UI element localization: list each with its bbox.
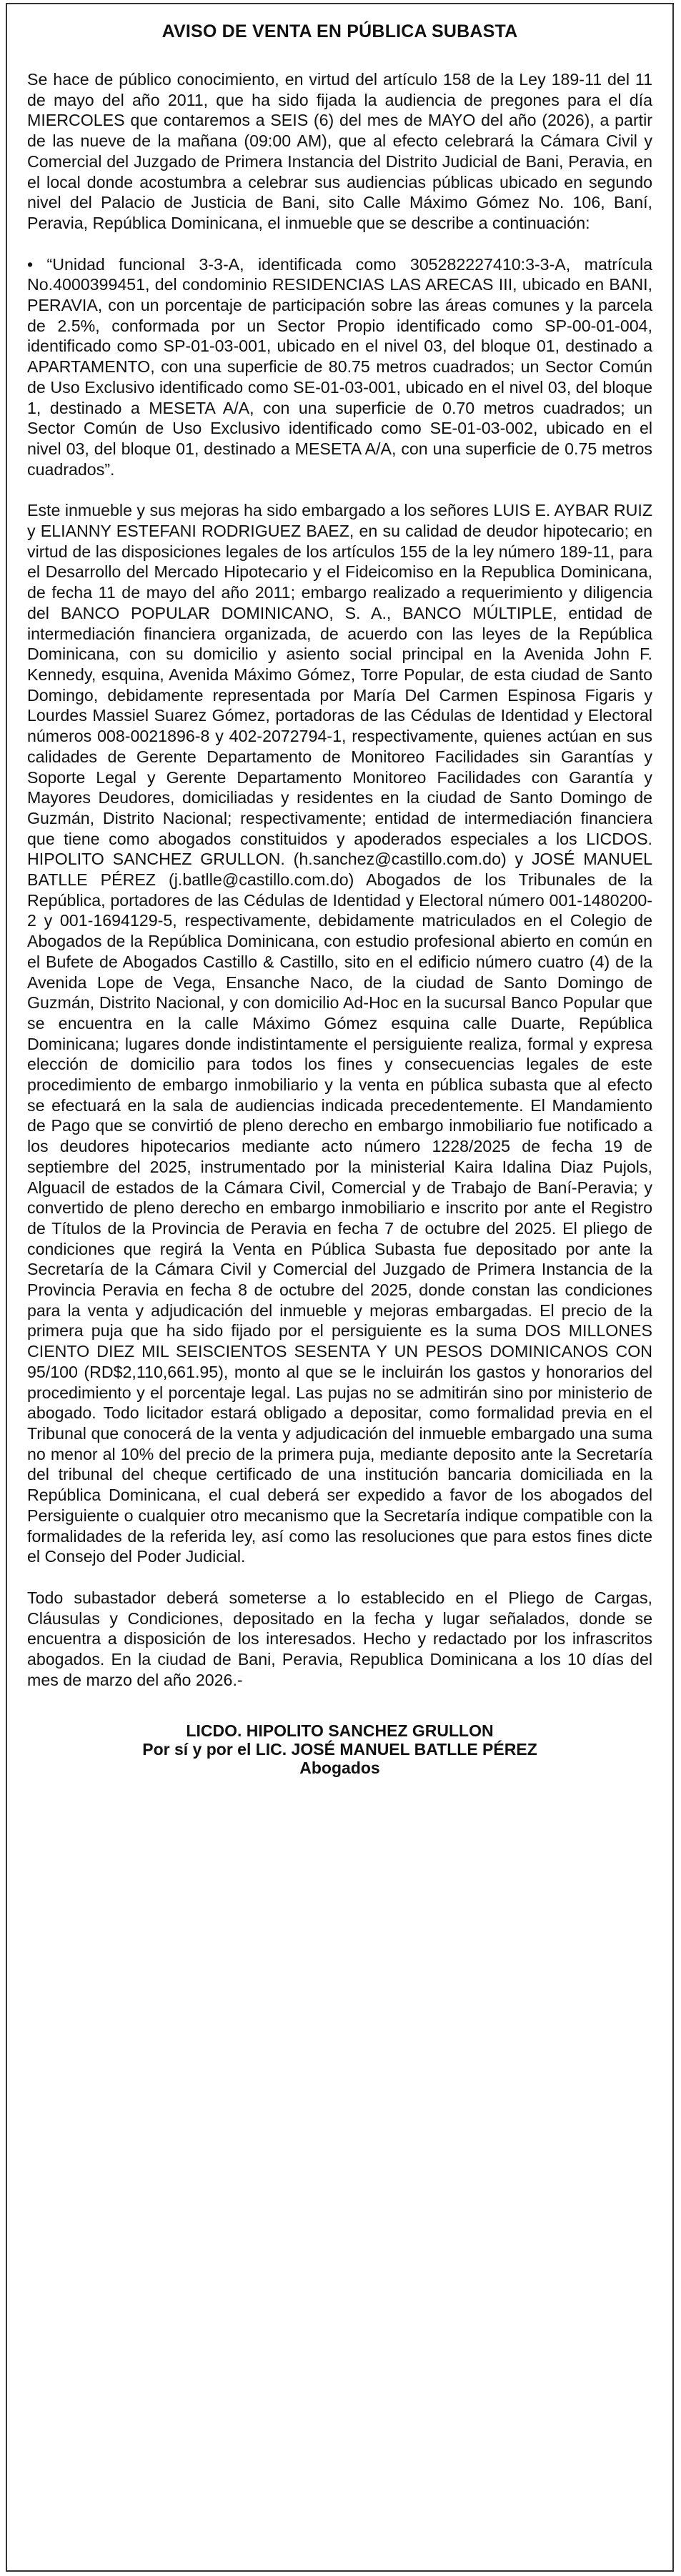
paragraph-property-description: • “Unidad funcional 3-3-A, identificada como 305282227410:3-3-A, matrícula No.4000399451, del condominio RESIDENCIAS LAS ARECAS III, ubicado en BANI, PERAVIA, con un porcentaje de participación sobre las áreas comunes y la parcela de 2.5%, conformada por un Sector Propio identificado como SP-00-01-004, identificado como SP-01-03-001, ubicado en el nivel 03, del bloque 01, destinado a APARTAMENTO, con una superficie de 80.75 metros cuadrados; un Sector Común de Uso Exclusivo identificado como SE-01-03-001, ubicado en el nivel 03, del bloque 1, destinado a MESETA A/A, con una superficie de 0.70 metros cuadrados; un Sector Común de Uso Exclusivo identificado como SE-01-03-002, ubicado en el nivel 03, del bloque 01, destinado a MESETA A/A, con una superficie de 0.75 metros cuadrados”. xyxy=(27,254,652,479)
notice-frame xyxy=(6,3,674,2572)
paragraph-hearing-announcement: Se hace de público conocimiento, en virtud del artículo 158 de la Ley 189-11 del 11 de mayo del año 2011, que ha sido fijada la audiencia de pregones para el día MIERCOLES que contaremos a SEIS (6) del mes de MAYO del año (2026), a partir de las nueve de la mañana (09:00 AM), que al efecto celebrará la Cámara Civil y Comercial del Juzgado de Primera Instancia del Distrito Judicial de Bani, Peravia, en el local donde acostumbra a celebrar sus audiencias públicas ubicado en segundo nivel del Palacio de Justicia de Bani, sito Calle Máximo Gómez No. 106, Baní, Peravia, República Dominicana, el inmueble que se describe a continuación: xyxy=(27,70,652,232)
signature-line-co-lawyer: Por sí y por el LIC. JOSÉ MANUEL BATLLE PÉREZ xyxy=(142,1740,537,1759)
notice-title: AVISO DE VENTA EN PÚBLICA SUBASTA xyxy=(161,21,518,41)
paragraph-seizure-details: Este inmueble y sus mejoras ha sido embargado a los señores LUIS E. AYBAR RUIZ y ELIANNY ESTEFANI RODRIGUEZ BAEZ, en su calidad de deudor hipotecario; en virtud de las disposiciones legales de los artículos 155 de la ley número 189-11, para el Desarrollo del Mercado Hipotecario y el Fideicomiso en la Republica Dominicana, de fecha 11 de mayo del año 2011; embargo realizado a requerimiento y diligencia del BANCO POPULAR DOMINICANO, S. A., BANCO MÚLTIPLE, entidad de intermediación financiera organizada, de acuerdo con las leyes de la República Dominicana, con su domicilio y asiento social principal en la Avenida John F. Kennedy, esquina, Avenida Máximo Gómez, Torre Popular, de esta ciudad de Santo Domingo, debidamente representada por María Del Carmen Espinosa Figaris y Lourdes Massiel Suarez Gómez, portadoras de las Cédulas de Identidad y Electoral números 008-0021896-8 y 402-2072794-1, respectivamente, quienes actúan en sus calidades de Gerente Departamento de Monitoreo Facilidades sin Garantías y Soporte Legal y Gerente Departamento Monitoreo Facilidades con Garantía y Mayores Deudores, domiciliadas y residentes en la ciudad de Santo Domingo de Guzmán, Distrito Nacional; respectivamente; entidad de intermediación financiera que tiene como abogados constituidos y apoderados especiales a los LICDOS. HIPOLITO SANCHEZ GRULLON. (h.sanchez@castillo.com.do) y JOSÉ MANUEL BATLLE PÉREZ (j.batlle@castillo.com.do) Abogados de los Tribunales de la República, portadores de las Cédulas de Identidad y Electoral número 001-1480200-2 y 001-1694129-5, respectivamente, debidamente matriculados en el Colegio de Abogados de la República Dominicana, con estudio profesional abierto en común en el Bufete de Abogados Castillo & Castillo, sito en el edificio número cuatro (4) de la Avenida Lope de Vega, Ensanche Naco, de la ciudad de Santo Domingo de Guzmán, Distrito Nacional, y con domicilio Ad-Hoc en la sucursal Banco Popular que se encuentra en la calle Máximo Gómez esquina calle Duarte, República Dominicana; lugares donde indistintamente el persiguiente realiza, formal y expresa elección de domicilio para todos los fines y consecuencias legales de este procedimiento de embargo inmobiliario y la venta en pública subasta que al efecto se efectuará en la sala de audiencias indicada precedentemente. El Mandamiento de Pago que se convirtió de pleno derecho en embargo inmobiliario fue notificado a los deudores hipotecarios mediante acto número 1228/2025 de fecha 19 de septiembre del 2025, instrumentado por la ministerial Kaira Idalina Diaz Pujols, Alguacil de estados de la Cámara Civil, Comercial y de Trabajo de Baní-Peravia; y convertido de pleno derecho en embargo inmobiliario e inscrito por ante el Registro de Títulos de la Provincia de Peravia en fecha 7 de octubre del 2025. El pliego de condiciones que regirá la Venta en Pública Subasta fue depositado por ante la Secretaría de la Cámara Civil y Comercial del Juzgado de Primera Instancia de la Provincia Peravia en fecha 8 de octubre del 2025, donde constan las condiciones para la venta y adjudicación del inmueble y mejoras embargadas. El precio de la primera puja que ha sido fijado por el persiguiente es la suma DOS MILLONES CIENTO DIEZ MIL SEISCIENTOS SESENTA Y UN PESOS DOMINICANOS CON 95/100 (RD$2,110,661.95), monto al que se le incluirán los gastos y honorarios del procedimiento y el porcentaje legal. Las pujas no se admitirán sino por ministerio de abogado. Todo licitador estará obligado a depositar, como formalidad previa en el Tribunal que conocerá de la venta y adjudicación del inmueble embargado una suma no menor al 10% del precio de la primera puja, mediante deposito ante la Secretaría del tribunal del cheque certificado de una institución bancaria domiciliada en la República Dominicana, el cual deberá ser expedido a favor de los abogados del Persiguiente o cualquier otro mecanismo que la Secretaría indique compatible con la formalidades de la referida ley, así como las resoluciones que para estos fines dicte el Consejo del Poder Judicial. xyxy=(27,501,652,1566)
paragraph-closing: Todo subastador deberá someterse a lo establecido en el Pliego de Cargas, Cláusulas y Condiciones, depositado en la fecha y lugar señalados, donde se encuentra a disposición de los interesados. Hecho y redactado por los infrascritos abogados. En la ciudad de Bani, Peravia, Republica Dominicana a los 10 días del mes de marzo del año 2026.- xyxy=(27,1588,652,1689)
signature-block xyxy=(27,1721,652,1777)
signature-line-lawyer: LICDO. HIPOLITO SANCHEZ GRULLON xyxy=(186,1721,494,1741)
signature-line-role: Abogados xyxy=(299,1759,380,1778)
